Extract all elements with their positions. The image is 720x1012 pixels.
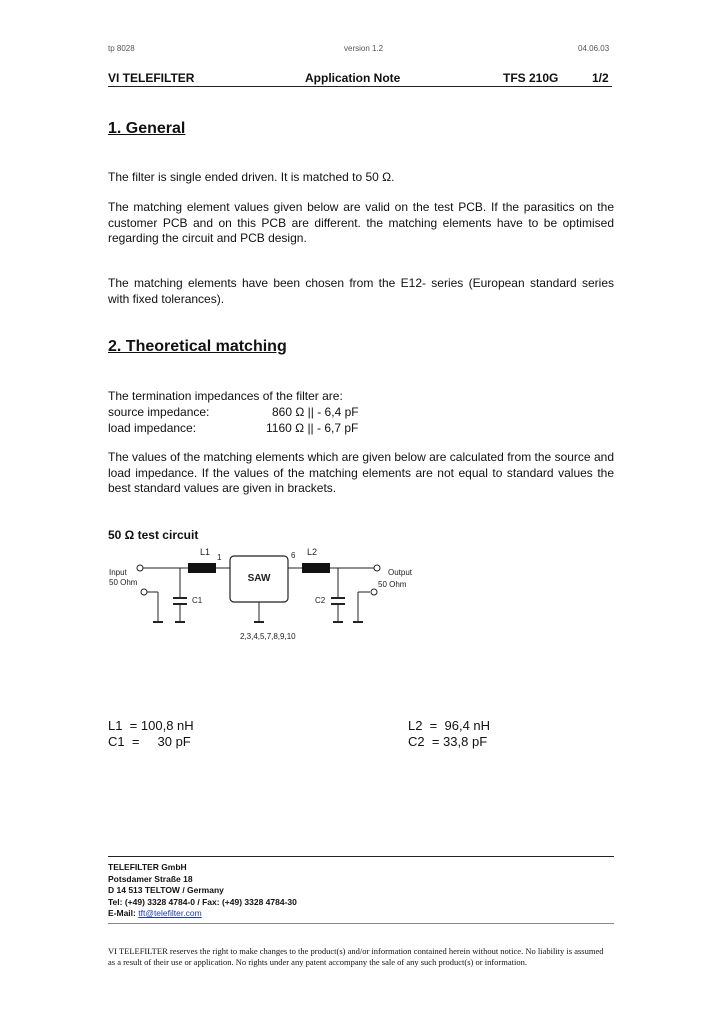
source-impedance-value: 860 Ω || - 6,4 pF (272, 405, 359, 419)
doc-version: version 1.2 (344, 44, 384, 53)
section-matching-title: 2. Theoretical matching (108, 338, 287, 355)
output-ohm-label: 50 Ohm (378, 580, 407, 589)
doc-date: 04.06.03 (578, 44, 610, 53)
footer-address (108, 862, 297, 920)
saw-ground-pins: 2,3,4,5,7,8,9,10 (240, 632, 296, 641)
saw-label: SAW (247, 573, 271, 584)
value-l2: L2 = 96,4 nH (408, 718, 491, 733)
general-paragraph-3: The matching elements have been chosen from the E12- series (European standard series with fixed tolerances). (108, 276, 614, 306)
general-paragraph-2: The matching element values given below are valid on the test PCB. If the parasitics on the customer PCB and on this PCB are different. the matching elements have to be optimised regarding the circuit and PCB design. (108, 200, 614, 245)
value-c1: C1 = 30 pF (108, 734, 191, 749)
input-ohm-label: 50 Ohm (109, 578, 138, 587)
header-page-number: 1/2 (592, 71, 609, 85)
test-circuit-diagram (100, 540, 420, 650)
footer-rule (108, 856, 614, 857)
load-impedance-label: load impedance: (108, 421, 197, 435)
load-impedance-value: 1160 Ω || - 6,7 pF (266, 421, 359, 435)
header-rule (108, 86, 612, 87)
general-paragraph-1: The filter is single ended driven. It is matched to 50 Ω. (108, 170, 395, 184)
l1-label: L1 (200, 547, 211, 557)
matching-paragraph: The values of the matching elements which are given below are calculated from the source and load impedance. If the values of the matching elements are not equal to standard values the best standard values are given in brackets. (108, 450, 614, 495)
output-label: Output (388, 568, 413, 577)
c1-label: C1 (192, 596, 203, 605)
circuit-title: 50 Ω test circuit (108, 528, 199, 542)
output-terminal (374, 565, 380, 571)
saw-pin-in: 1 (217, 553, 222, 562)
header-company: VI TELEFILTER (108, 71, 195, 85)
input-ground-terminal (141, 589, 147, 595)
footer-city: D 14 513 TELTOW / Germany (108, 885, 224, 895)
impedance-intro: The termination impedances of the filter are: (108, 389, 343, 403)
l2-label: L2 (307, 547, 318, 557)
value-c2: C2 = 33,8 pF (408, 734, 488, 749)
section-general-title: 1. General (108, 120, 186, 137)
source-impedance-label: source impedance: (108, 405, 210, 419)
doc-id: tp 8028 (108, 44, 135, 53)
footer-street: Potsdamer Straße 18 (108, 873, 193, 884)
saw-pin-out: 6 (291, 551, 296, 560)
footer-email-link[interactable]: tft@telefilter.com (138, 908, 202, 918)
footer-disclaimer: VI TELEFILTER reserves the right to make changes to the product(s) and/or information contained herein without notice. No liability is assumed as a result of their use or application. No rights under any patent accompany the sale of any such product(s) or information. (108, 946, 604, 967)
disclaimer-rule (108, 923, 614, 924)
footer-email-label: E-Mail: (108, 908, 139, 918)
input-label: Input (109, 568, 127, 577)
input-terminal (137, 565, 143, 571)
footer-phone-fax: Tel: (+49) 3328 4784-0 / Fax: (+49) 3328 4784-30 (108, 896, 297, 907)
header-doc-type: Application Note (305, 71, 401, 85)
header-part-number: TFS 210G (503, 71, 559, 85)
output-ground-terminal (371, 589, 377, 595)
value-l1: L1 = 100,8 nH (108, 718, 194, 733)
inductor-l1 (188, 563, 216, 573)
inductor-l2 (302, 563, 330, 573)
c2-label: C2 (315, 596, 326, 605)
footer-email-line (108, 908, 297, 920)
footer-company: TELEFILTER GmbH (108, 862, 187, 872)
